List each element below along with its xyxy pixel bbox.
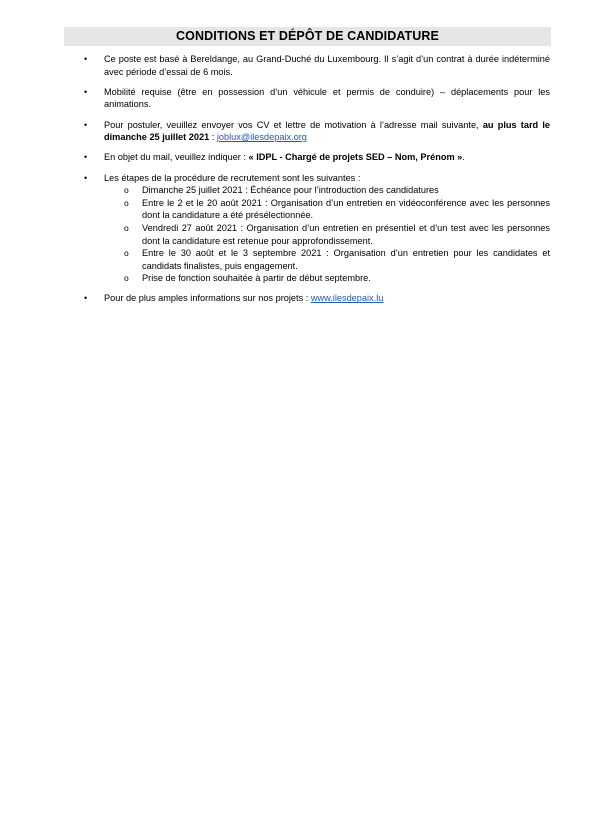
procedure-step-text: Prise de fonction souhaitée à partir de début septembre. xyxy=(142,273,371,284)
bullet-icon: • xyxy=(84,86,88,97)
list-item-location xyxy=(84,53,550,78)
sub-bullet-icon: o xyxy=(124,222,129,233)
procedure-step xyxy=(104,247,550,272)
procedure-step-text: Entre le 30 août et le 3 septembre 2021 : Organisation d’un entretien pour les candidates et candidats finalistes, puis engagement. xyxy=(142,248,550,271)
bullet-icon: • xyxy=(84,119,88,130)
sub-bullet-icon: o xyxy=(124,273,129,284)
subject-format: « IDPL - Chargé de projets SED – Nom, Prénom » xyxy=(248,152,463,163)
section-heading: CONDITIONS ET DÉPÔT DE CANDIDATURE xyxy=(176,29,439,43)
procedure-intro: Les étapes de la procédure de recrutement sont les suivantes : xyxy=(104,172,361,183)
conditions-content xyxy=(84,53,550,313)
bullet-icon: • xyxy=(84,152,88,163)
procedure-step xyxy=(104,272,550,285)
sub-bullet-icon: o xyxy=(124,185,129,196)
procedure-step xyxy=(104,197,550,222)
bullet-icon: • xyxy=(84,293,88,304)
sub-bullet-icon: o xyxy=(124,197,129,208)
procedure-step-text: Dimanche 25 juillet 2021 : Échéance pour l’introduction des candidatures xyxy=(142,185,439,196)
bullet-icon: • xyxy=(84,54,88,64)
bullet-icon: • xyxy=(84,172,88,183)
location-text: Ce poste est basé à Bereldange, au Grand-Duché du Luxembourg. Il s’agit d’un contrat à durée indéterminé avec période d’essai de 6 mois. xyxy=(104,54,550,77)
application-separator: : xyxy=(209,132,217,143)
application-deadline: au plus tard le dimanche 25 juillet 2021 xyxy=(104,119,550,143)
section-heading-bar xyxy=(64,27,551,46)
procedure-step-text: Vendredi 27 août 2021 : Organisation d’un entretien en présentiel et d’un test avec les personnes dont la candidature est retenue pour approfondissement. xyxy=(142,222,550,246)
subject-end: . xyxy=(462,152,465,163)
procedure-step xyxy=(104,222,550,247)
sub-bullet-icon: o xyxy=(124,248,129,259)
mobility-text: Mobilité requise (être en possession d’un véhicule et permis de conduire) – déplacements pour les animations. xyxy=(104,86,550,110)
list-item-more-info xyxy=(84,292,550,305)
list-item-procedure xyxy=(84,172,550,285)
procedure-steps xyxy=(104,184,550,285)
list-item-subject xyxy=(84,151,550,164)
more-info-text: Pour de plus amples informations sur nos projets : xyxy=(104,293,311,304)
list-item-application xyxy=(84,119,550,144)
procedure-step xyxy=(104,184,550,197)
procedure-step-text: Entre le 2 et le 20 août 2021 : Organisation d’un entretien en vidéoconférence avec les personnes dont la candidature a été présélectionnée. xyxy=(142,197,550,221)
website-link[interactable]: www.ilesdepaix.lu xyxy=(310,293,384,304)
conditions-list xyxy=(84,53,550,305)
application-text: Pour postuler, veuillez envoyer vos CV et lettre de motivation à l’adresse mail suivante, xyxy=(104,119,483,130)
subject-text: En objet du mail, veuillez indiquer : xyxy=(104,152,249,163)
list-item-mobility xyxy=(84,86,550,111)
email-link[interactable]: joblux@ilesdepaix.org xyxy=(216,132,307,143)
